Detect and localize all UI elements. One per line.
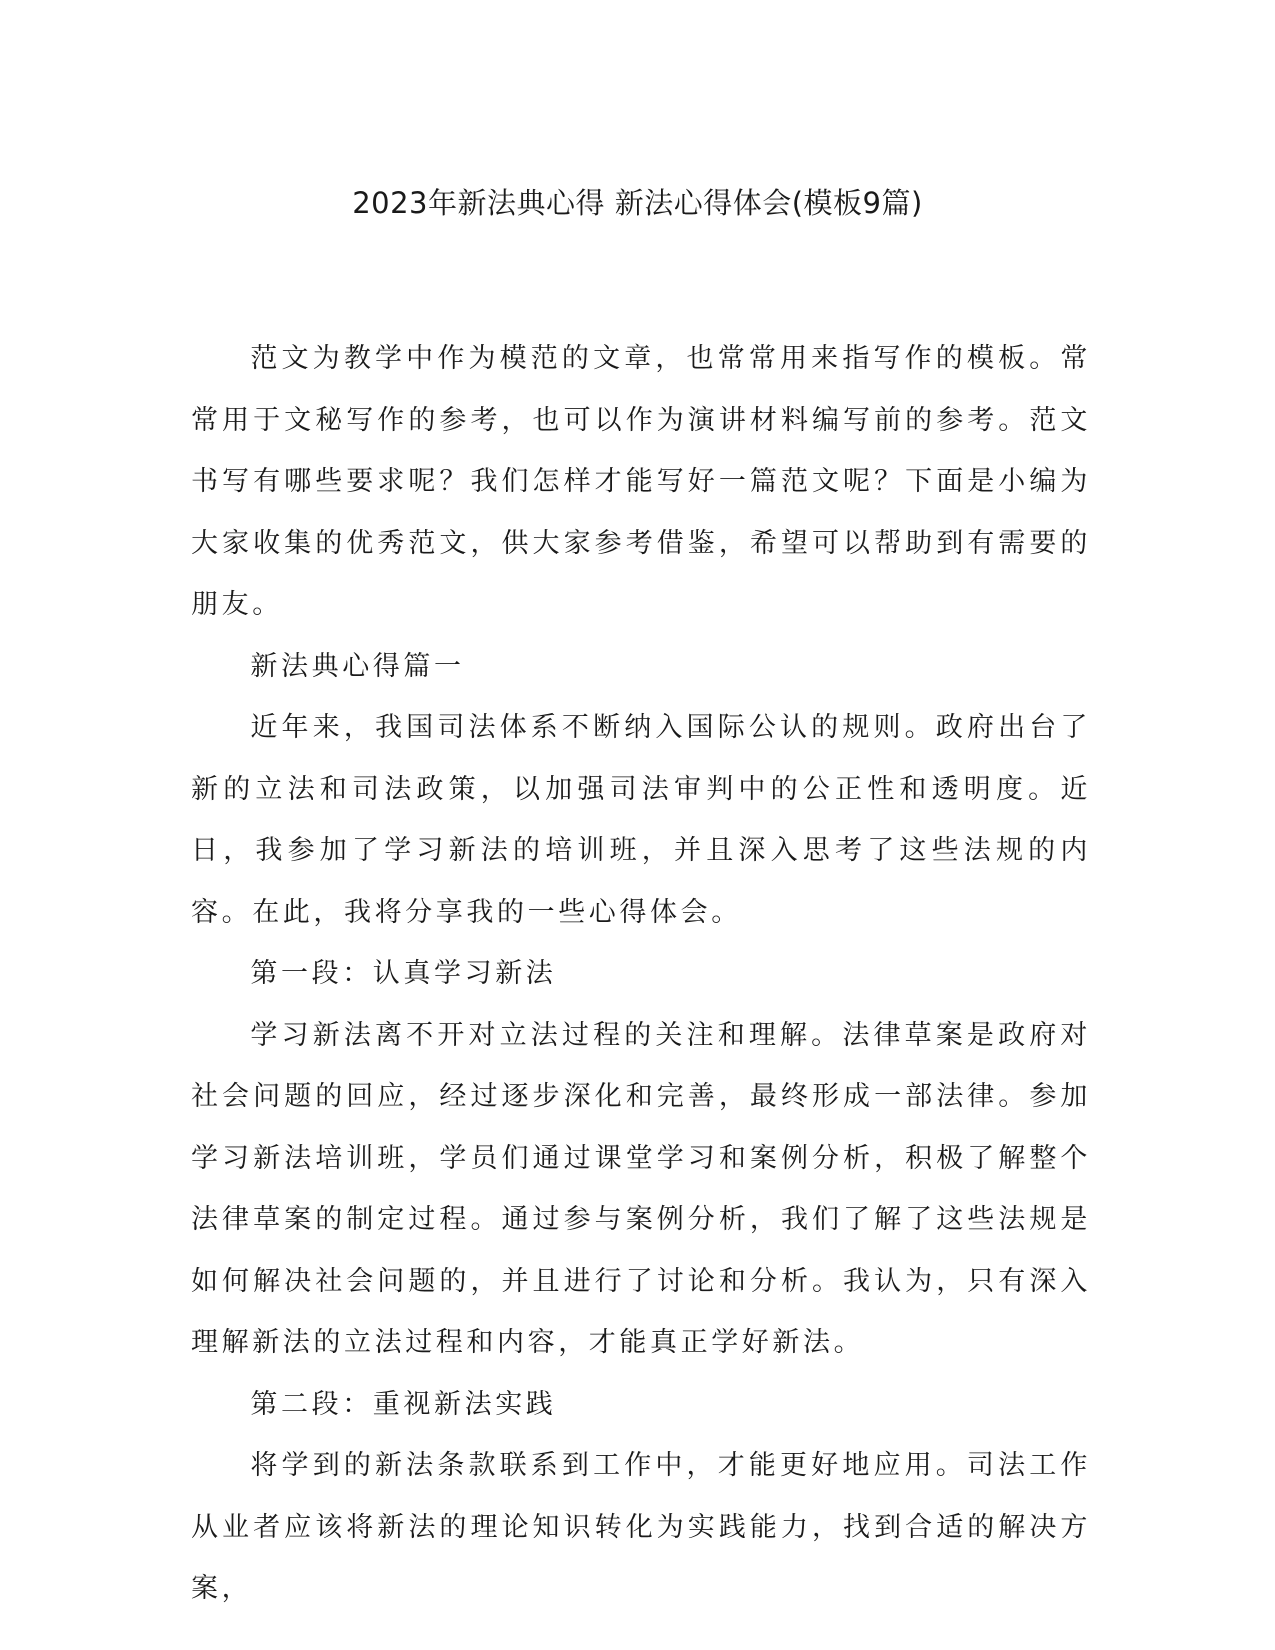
section-heading-first: 第一段：认真学习新法 [250,958,557,989]
body-paragraph: 将学到的新法条款联系到工作中，才能更好地应用。司法工作从业者应该将新法的理论知识转化为实践能力，找到合适的解决方案， [191,1450,1091,1604]
body-paragraph: 学习新法离不开对立法过程的关注和理解。法律草案是政府对社会问题的回应，经过逐步深化和完善，最终形成一部法律。参加学习新法培训班，学员们通过课堂学习和案例分析，积极了解整个法律草案的制定过程。通过参与案例分析，我们了解了这些法规是如何解决社会问题的，并且进行了讨论和分析。我认为，只有深入理解新法的立法过程和内容，才能真正学好新法。 [191,1019,1091,1358]
document-body [191,328,1091,1620]
body-paragraph: 近年来，我国司法体系不断纳入国际公认的规则。政府出台了新的立法和司法政策，以加强司法审判中的公正性和透明度。近日，我参加了学习新法的培训班，并且深入思考了这些法规的内容。在此，我将分享我的一些心得体会。 [191,712,1091,928]
intro-paragraph: 范文为教学中作为模范的文章，也常常用来指写作的模板。常常用于文秘写作的参考，也可以作为演讲材料编写前的参考。范文书写有哪些要求呢？我们怎样才能写好一篇范文呢？下面是小编为大家收集的优秀范文，供大家参考借鉴，希望可以帮助到有需要的朋友。 [191,343,1091,620]
section-heading-second: 第二段：重视新法实践 [250,1388,557,1420]
section-heading-part-one: 新法典心得篇一 [250,650,465,682]
document-title: 2023年新法典心得 新法心得体会(模板9篇) [352,186,923,220]
